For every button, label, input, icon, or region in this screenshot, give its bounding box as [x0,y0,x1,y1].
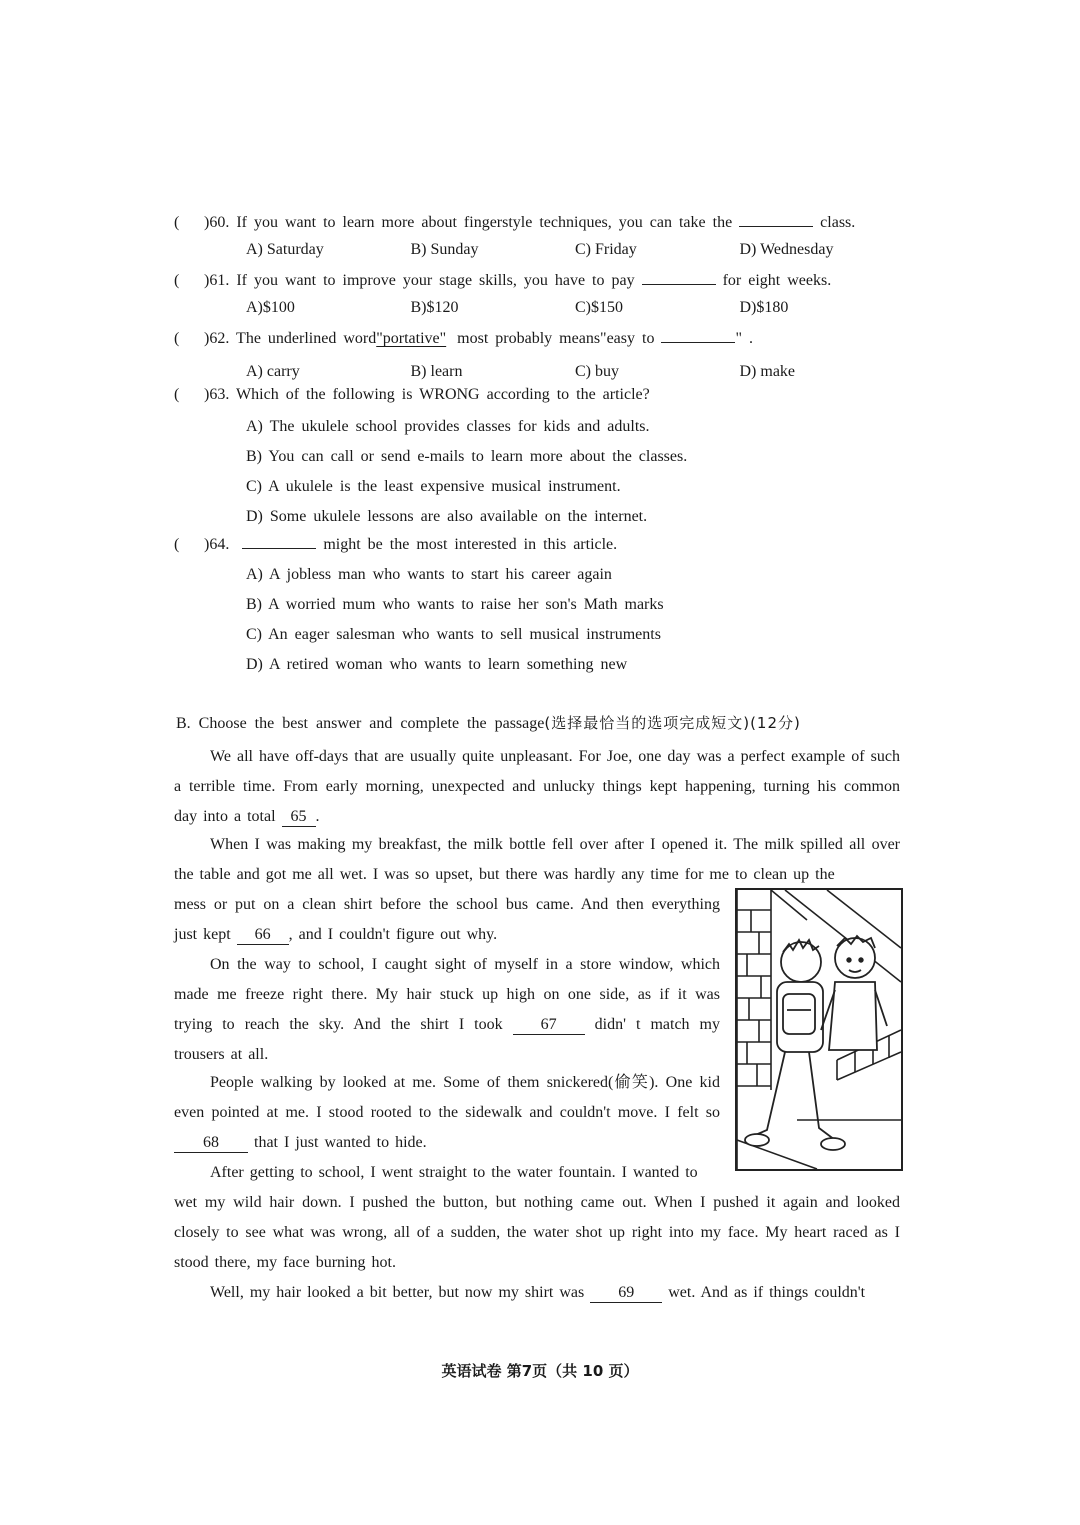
option-a: A) carry [246,363,300,380]
option-a: A)$100 [246,299,295,316]
answer-paren: ( [174,536,180,553]
option-b: B) Sunday [410,241,479,258]
section-b-title: B. Choose the best answer and complete the passage(选择最恰当的选项完成短文)(12分) [176,714,801,732]
page-footer: 英语试卷 第7页（共 10 页） [441,1362,639,1380]
question-stem: )64. might be the most interested in this article. [204,536,618,553]
question-64 [174,534,904,680]
question-number: )61. [204,272,230,289]
question-stem: )60. If you want to learn more about fingerstyle techniques, you can take the class. [204,214,856,231]
options-row [246,358,904,386]
passage-paragraph-5: After getting to school, I went straight to the water fountain. I wanted to [210,1164,698,1181]
answer-blank [739,212,813,227]
option-a: A) The ukulele school provides classes for kids and adults. [246,418,650,435]
question-stem: )62. The underlined word"portative" most probably means"easy to " . [204,330,753,347]
cloze-gap-66: 66 [237,926,289,945]
question-number: )63. [204,386,230,403]
answer-paren: ( [174,386,180,403]
question-62 [174,328,904,386]
option-a: A) A jobless man who wants to start his career again [246,566,612,583]
question-number: )62. [204,330,230,347]
answer-blank [661,328,735,343]
answer-blank [242,534,316,549]
passage-paragraph-5-cont: wet my wild hair down. I pushed the button, but nothing came out. When I pushed it again and looked closely to see what was wrong, all of a sudden, the water shot up right into my face. My heart raced as I stood there, my face burning hot. [174,1194,900,1271]
question-number: )64. [204,536,230,553]
option-c: C)$150 [575,299,623,316]
cloze-gap-65: 65 [282,808,316,827]
passage-paragraph-2: When I was making my breakfast, the milk bottle fell over after I opened it. The milk spilled all over the table and got me all wet. I was so upset, but there was hardly any time for me to clean up the [174,836,900,883]
boys-walking-illustration [735,888,903,1171]
answer-paren: ( [174,214,180,231]
question-60 [174,212,904,264]
question-number: )60. [204,214,230,231]
passage-paragraph-3: On the way to school, I caught sight of myself in a store window, which made me freeze right there. My hair stuck up high on one side, as if it was trying to reach the sky. And the shirt I took 67 didn' t match my trousers at all. [174,956,720,1063]
passage-paragraph-1: We all have off-days that are usually quite unpleasant. For Joe, one day was a perfect example of such a terrible time. From early morning, unexpected and unlucky things kept happening, turning his common day into a total 65 . [174,748,900,825]
boys-drawing [737,890,901,1169]
options-row [246,294,904,322]
options-row [246,236,904,264]
cloze-gap-69: 69 [590,1284,662,1303]
option-d: D)$180 [739,299,789,316]
question-63 [174,386,904,532]
option-b: B) A worried mum who wants to raise her son's Math marks [246,596,664,613]
answer-paren: ( [174,272,180,289]
option-d: D) A retired woman who wants to learn something new [246,656,628,673]
option-c: C) An eager salesman who wants to sell musical instruments [246,626,661,643]
option-d: D) Some ukulele lessons are also available on the internet. [246,508,648,525]
question-stem: )61. If you want to improve your stage skills, you have to pay for eight weeks. [204,272,832,289]
answer-blank [642,270,716,285]
passage-paragraph-6: Well, my hair looked a bit better, but now my shirt was 69 wet. And as if things couldn't [210,1284,866,1301]
option-b: B)$120 [410,299,459,316]
option-d: D) make [739,363,796,380]
option-b: B) You can call or send e-mails to learn more about the classes. [246,448,688,465]
option-d: D) Wednesday [739,241,834,258]
option-c: C) A ukulele is the least expensive musical instrument. [246,478,621,495]
option-c: C) buy [575,363,619,380]
passage-paragraph-4: People walking by looked at me. Some of them snickered(偷笑). One kid even pointed at me. I stood rooted to the sidewalk and couldn't move. I felt so 68 that I just wanted to hide. [174,1074,720,1151]
cloze-gap-68: 68 [174,1134,248,1153]
cloze-gap-67: 67 [513,1016,585,1035]
option-b: B) learn [410,363,463,380]
question-61 [174,270,904,322]
option-c: C) Friday [575,241,637,258]
underlined-word: "portative" [376,330,447,347]
question-stem: )63. Which of the following is WRONG according to the article? [204,386,650,403]
answer-paren: ( [174,330,180,347]
option-a: A) Saturday [246,241,324,258]
passage-paragraph-2-cont: mess or put on a clean shirt before the school bus came. And then everything just kept 66 , and I couldn't figure out why. [174,896,720,943]
